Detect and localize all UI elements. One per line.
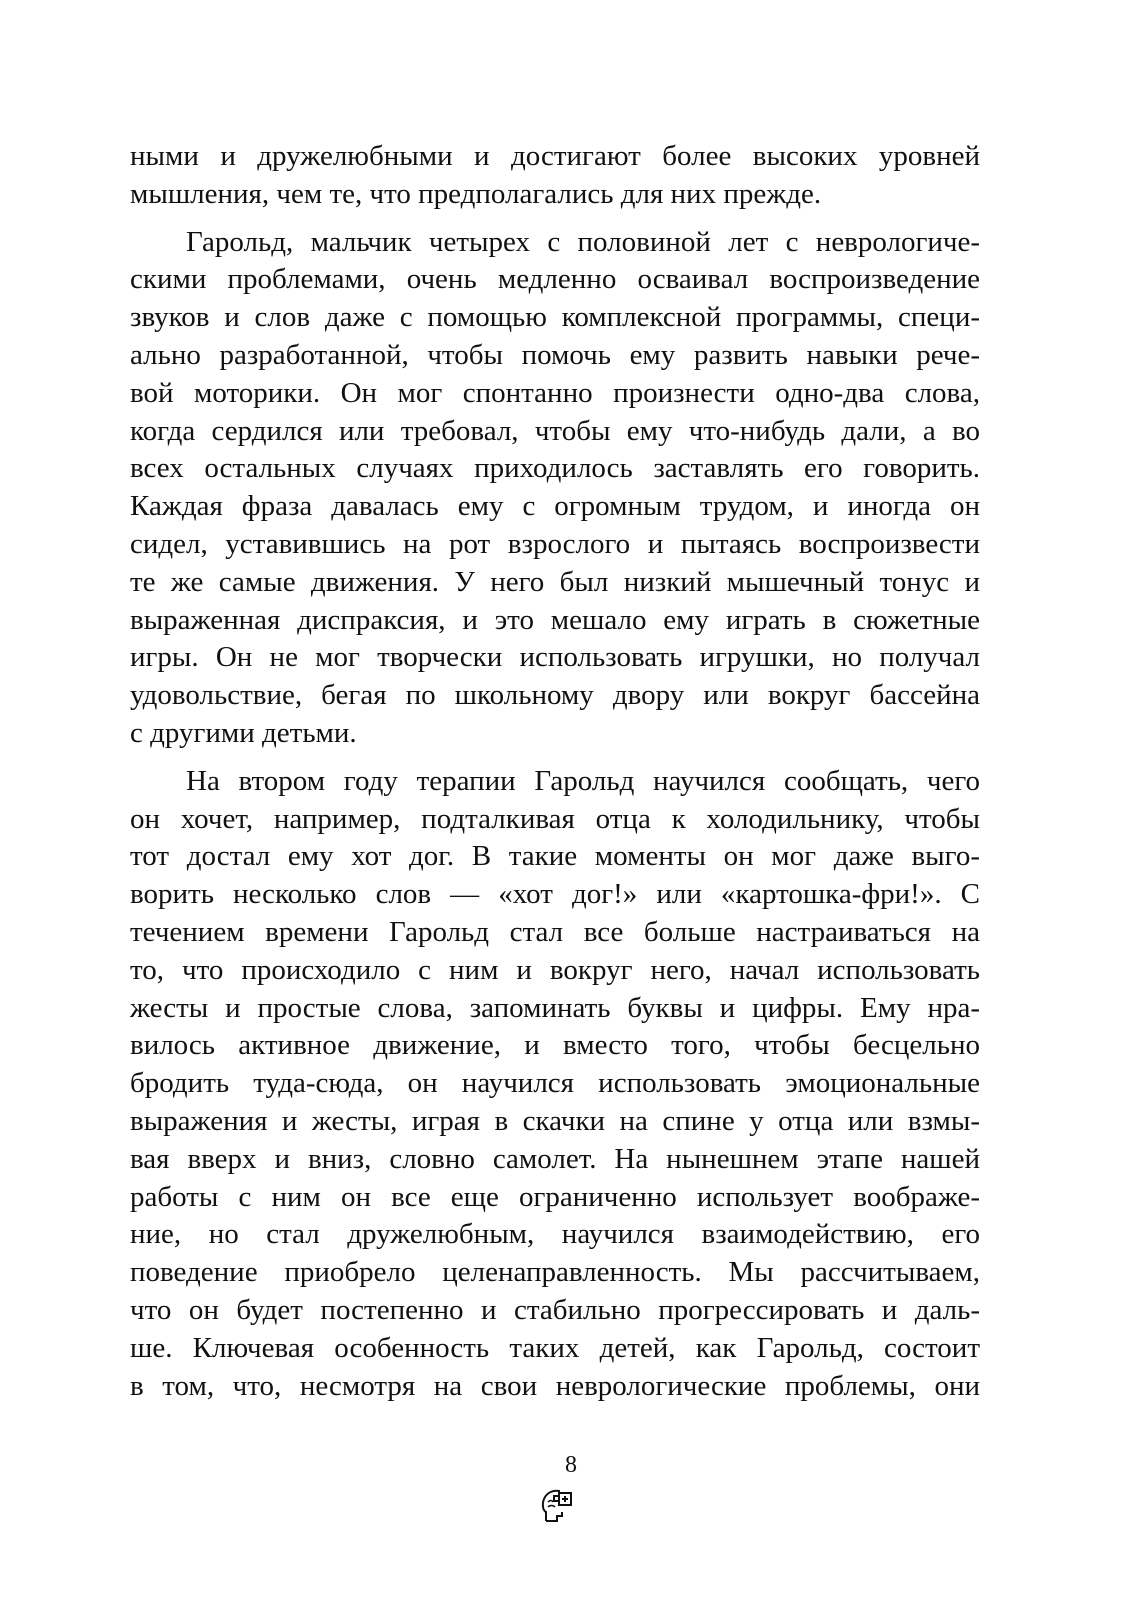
text-line: в том, что, несмотря на свои неврологические проблемы, они <box>130 1369 980 1402</box>
text-line: он хочет, например, подталкивая отца к холодильнику, чтобы <box>130 802 980 835</box>
text-line: вая вверх и вниз, словно самолет. На нынешнем этапе нашей <box>130 1142 980 1175</box>
text-line: работы с ним он все еще ограниченно использует воображе- <box>130 1180 980 1213</box>
page-number: 8 <box>565 1452 577 1478</box>
text-line: бродить туда-сюда, он научился использовать эмоциональные <box>130 1067 980 1100</box>
text-line: Гарольд, мальчик четырех с половиной лет с неврологиче- <box>186 225 980 258</box>
text-line: ние, но стал дружелюбным, научился взаимодействию, его <box>130 1218 980 1251</box>
text-line: поведение приобрело целенаправленность. Мы рассчитываем, <box>130 1256 980 1289</box>
text-line: жесты и простые слова, запоминать буквы и цифры. Ему нра- <box>130 991 980 1024</box>
text-line: На втором году терапии Гарольд научился сообщать, чего <box>186 764 980 797</box>
text-line: игры. Он не мог творчески использовать игрушки, но получал <box>130 641 980 674</box>
text-line: когда сердился или требовал, чтобы ему что-нибудь дали, а во <box>130 414 980 447</box>
text-line: скими проблемами, очень медленно осваивал воспроизведение <box>130 263 980 296</box>
text-line: ными и дружелюбными и достигают более высоких уровней <box>130 140 980 172</box>
text-line: вилось активное движение, и вместо того, чтобы бесцельно <box>130 1029 980 1062</box>
text-line: вой моторики. Он мог спонтанно произнести одно-два слова, <box>130 376 980 409</box>
text-line: ворить несколько слов — «хот дог!» или «картошка-фри!». С <box>130 878 980 911</box>
text-line: всех остальных случаях приходилось заставлять его говорить. <box>130 452 980 485</box>
text-line: те же самые движения. У него был низкий мышечный тонус и <box>130 565 980 598</box>
text-line: удовольствие, бегая по школьному двору или вокруг бассейна <box>130 679 980 712</box>
text-line: то, что происходило с ним и вокруг него, начал использовать <box>130 953 980 986</box>
page-body <box>130 138 980 1415</box>
text-line: выражения и жесты, играя в скачки на спине у отца или взмы- <box>130 1104 980 1137</box>
text-line: ше. Ключевая особенность таких детей, как Гарольд, состоит <box>130 1331 980 1364</box>
text-line: сидел, уставившись на рот взрослого и пытаясь воспроизвести <box>130 527 980 560</box>
text-line: выраженная диспраксия, и это мешало ему играть в сюжетные <box>130 603 980 636</box>
publisher-logo-icon <box>540 1488 574 1524</box>
text-line: Каждая фраза давалась ему с огромным трудом, и иногда он <box>130 490 980 523</box>
paragraph <box>130 763 980 1406</box>
text-line: течением времени Гарольд стал все больше настраиваться на <box>130 915 980 948</box>
text-line: мышления, чем те, что предполагались для них прежде. <box>130 177 822 210</box>
text-line: с другими детьми. <box>130 716 357 749</box>
text-line: звуков и слов даже с помощью комплексной программы, специ- <box>130 301 980 334</box>
text-line: ально разработанной, чтобы помочь ему развить навыки рече- <box>130 338 980 371</box>
paragraph <box>130 138 980 214</box>
text-line: что он будет постепенно и стабильно прогрессировать и даль- <box>130 1293 980 1326</box>
paragraph <box>130 224 980 753</box>
text-line: тот достал ему хот дог. В такие моменты он мог даже выго- <box>130 840 980 873</box>
